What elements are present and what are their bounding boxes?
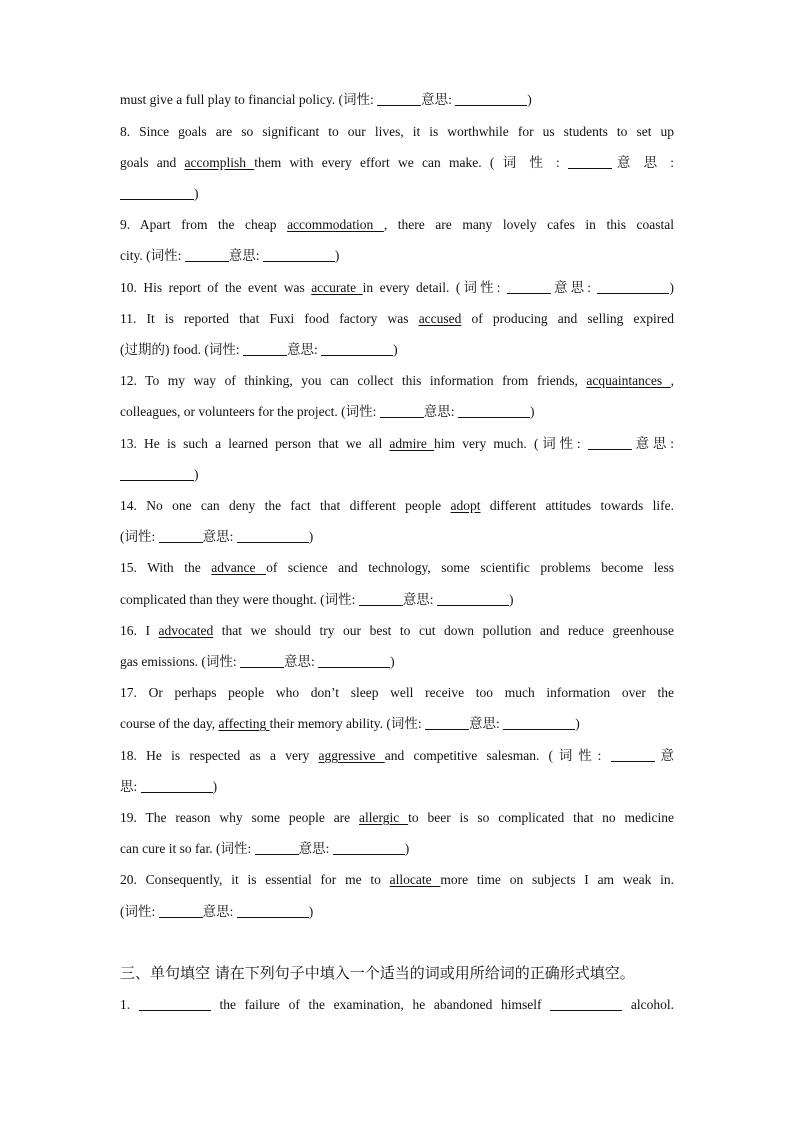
section-3-heading: 三、单句填空 请在下列句子中填入一个适当的词或用所给词的正确形式填空。 bbox=[120, 964, 635, 982]
meaning-blank[interactable] bbox=[237, 529, 309, 543]
vocab-word: advance bbox=[211, 560, 267, 575]
item-9-line-2: city. (词性: 意思: ) bbox=[120, 248, 340, 263]
item-15-line-2: complicated than they were thought. (词性: 意思: ) bbox=[120, 592, 514, 607]
part-of-speech-blank[interactable] bbox=[588, 436, 632, 450]
vocab-word: aggressive bbox=[318, 748, 385, 763]
item-15-line-1: 15. With the advance of science and technology, some scientific problems become less bbox=[120, 560, 675, 575]
item-19-line-2: can cure it so far. (词性: 意思: ) bbox=[120, 841, 410, 856]
item-17-line-1: 17. Or perhaps people who don’t sleep well receive too much information over the bbox=[120, 685, 674, 700]
vocab-word: advocated bbox=[158, 623, 214, 638]
part-of-speech-blank[interactable] bbox=[159, 904, 203, 918]
vocab-word: affecting bbox=[218, 716, 270, 731]
item-19-line-1: 19. The reason why some people are allergic to beer is so complicated that no medicine bbox=[120, 810, 675, 825]
vocab-word: accommodation bbox=[287, 217, 384, 232]
part-of-speech-blank[interactable] bbox=[255, 841, 299, 855]
part-of-speech-blank[interactable] bbox=[185, 248, 229, 262]
meaning-blank[interactable] bbox=[120, 186, 194, 200]
part-of-speech-blank[interactable] bbox=[377, 92, 421, 106]
item-20-line-1: 20. Consequently, it is essential for me to allocate more time on subjects I am weak in. bbox=[120, 872, 674, 887]
item-8-line-3: ) bbox=[120, 185, 674, 203]
answer-blank[interactable] bbox=[550, 997, 622, 1011]
vocab-word: accomplish bbox=[184, 155, 255, 170]
item-8-line-1: 8. Since goals are so significant to our lives, it is worthwhile for us students to set up bbox=[120, 124, 674, 139]
vocab-word: acquaintances bbox=[586, 373, 671, 388]
item-16-line-1: 16. I advocated that we should try our best to cut down pollution and reduce greenhouse bbox=[120, 623, 674, 638]
item-12-line-1: 12. To my way of thinking, you can collect this information from friends, acquaintances , bbox=[120, 373, 674, 388]
meaning-blank[interactable] bbox=[120, 467, 194, 481]
meaning-blank[interactable] bbox=[458, 404, 530, 418]
part-of-speech-blank[interactable] bbox=[507, 280, 551, 294]
meaning-blank[interactable] bbox=[263, 248, 335, 262]
part-of-speech-blank[interactable] bbox=[159, 529, 203, 543]
vocab-word: allergic bbox=[359, 810, 409, 825]
item-17-line-2: course of the day, affecting their memory ability. (词性: 意思: ) bbox=[120, 716, 580, 731]
item-11-line-2: (过期的) food. (词性: 意思: ) bbox=[120, 342, 398, 357]
item-13-line-2: ) bbox=[120, 466, 674, 484]
part-of-speech-blank[interactable] bbox=[425, 716, 469, 730]
part-of-speech-blank[interactable] bbox=[568, 155, 612, 169]
item-11-line-1: 11. It is reported that Fuxi food factory was accused of producing and selling expired bbox=[120, 311, 674, 326]
item-12-line-2: colleagues, or volunteers for the project. (词性: 意思: ) bbox=[120, 404, 535, 419]
meaning-blank[interactable] bbox=[237, 904, 309, 918]
item-13-line-1: 13. He is such a learned person that we all admire him very much. (词性: 意思: bbox=[120, 436, 674, 451]
meaning-blank[interactable] bbox=[597, 280, 669, 294]
part-of-speech-blank[interactable] bbox=[240, 654, 284, 668]
section-3-item-1: 1. the failure of the examination, he abandoned himself alcohol. bbox=[120, 997, 674, 1012]
vocab-word: accused bbox=[418, 311, 462, 326]
item-18-line-2: 思: ) bbox=[120, 779, 218, 794]
meaning-blank[interactable] bbox=[141, 779, 213, 793]
item-10-line-1: 10. His report of the event was accurate in every detail. (词性: 意思: ) bbox=[120, 280, 674, 295]
meaning-blank[interactable] bbox=[333, 841, 405, 855]
meaning-blank[interactable] bbox=[503, 716, 575, 730]
part-of-speech-blank[interactable] bbox=[380, 404, 424, 418]
part-of-speech-blank[interactable] bbox=[611, 748, 655, 762]
item-16-line-2: gas emissions. (词性: 意思: ) bbox=[120, 654, 395, 669]
part-of-speech-blank[interactable] bbox=[359, 592, 403, 606]
item-14-line-2: (词性: 意思: ) bbox=[120, 529, 314, 544]
meaning-blank[interactable] bbox=[437, 592, 509, 606]
meaning-blank[interactable] bbox=[318, 654, 390, 668]
item-18-line-1: 18. He is respected as a very aggressive and competitive salesman. (词性: 意 bbox=[120, 748, 675, 763]
meaning-blank[interactable] bbox=[455, 92, 527, 106]
vocab-word: admire bbox=[389, 436, 435, 451]
item-20-line-2: (词性: 意思: ) bbox=[120, 904, 314, 919]
answer-blank[interactable] bbox=[139, 997, 211, 1011]
vocab-word: adopt bbox=[450, 498, 481, 513]
part-of-speech-blank[interactable] bbox=[243, 342, 287, 356]
vocab-word: allocate bbox=[389, 872, 441, 887]
item-7-line-1: must give a full play to financial policy. (词性: 意思: ) bbox=[120, 92, 532, 107]
vocab-word: accurate bbox=[311, 280, 363, 295]
item-14-line-1: 14. No one can deny the fact that different people adopt different attitudes towards life. bbox=[120, 498, 674, 513]
item-9-line-1: 9. Apart from the cheap accommodation , there are many lovely cafes in this coastal bbox=[120, 217, 674, 232]
meaning-blank[interactable] bbox=[321, 342, 393, 356]
item-8-line-2: goals and accomplish them with every effort we can make. ( 词 性 : 意 思 : bbox=[120, 155, 674, 170]
